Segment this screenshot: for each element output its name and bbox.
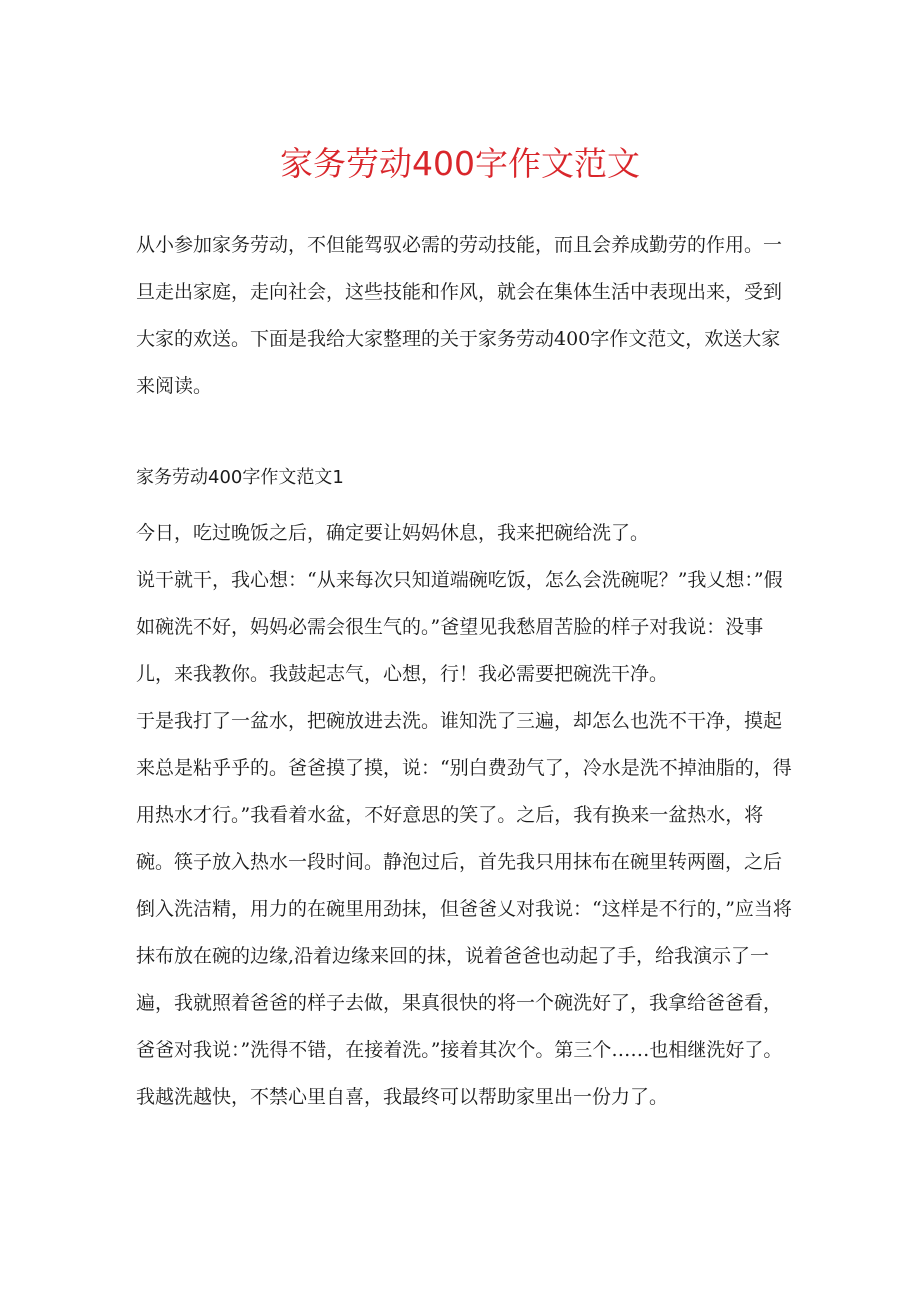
section-heading: 家务劳动400字作文范文1 [136,467,344,488]
essay-paragraph-2: 说干就干，我心想：“从来每次只知道端碗吃饭，怎么会洗碗呢？”我乂想：”假如碗洗不好，妈妈必需会很生气的。”爸望见我愁眉苦脸的样子对我说：没事儿，来我教你。我鼓起志气，心想，行！我必需要把碗洗干净。 [136,569,783,685]
essay-paragraph-1: 今日，吃过晚饭之后，确定要让妈妈休息，我来把碗给洗了。 [136,522,650,544]
intro-text: 从小参加家务劳动，不但能驾驭必需的劳动技能，而且会养成勤劳的作用。一旦走出家庭，走向社会，这些技能和作风，就会在集体生活中表现出来，受到大家的欢送。下面是我给大家整理的关于家务劳动400字作文范文，欢送大家来阅读。 [136,234,783,397]
document-title: 家务劳动400字作文范文 [280,144,640,183]
essay-body [136,510,796,1121]
intro-paragraph [136,222,796,410]
essay-paragraph-3: 于是我打了一盆水，把碗放进去洗。谁知洗了三遍，却怎么也洗不干净，摸起来总是粘乎乎的。爸爸摸了摸，说：“别白费劲气了，冷水是洗不掉油脂的，得用热水才行。”我看着水盆，不好意思的笑了。之后，我有换来一盆热水，将碗。筷子放入热水一段时间。静泡过后，首先我只用抹布在碗里转两圈，之后倒入洗洁精，用力的在碗里用劲抹，但爸爸乂对我说：“这样是不行的，”应当将抹布放在碗的边缘,沿着边缘来回的抹，说着爸爸也动起了手，给我演示了一遍，我就照着爸爸的样子去做，果真很快的将一个碗洗好了，我拿给爸爸看，爸爸对我说：”洗得不错，在接着洗。”接着其次个。第三个……也相继洗好了。我越洗越快，不禁心里自喜，我最终可以帮助家里出一份力了。 [136,710,792,1108]
